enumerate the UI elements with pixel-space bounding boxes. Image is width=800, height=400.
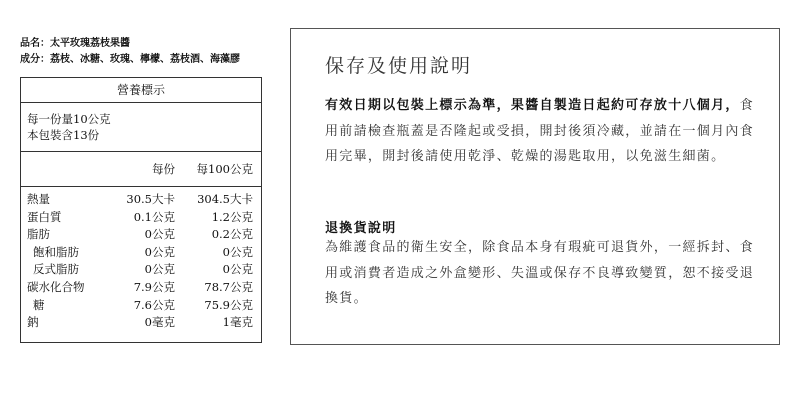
nutrition-title: 營養標示 [21, 78, 261, 103]
nutrition-row-protein [21, 209, 261, 227]
nutrient-per-serving: 0.1公克 [133, 209, 175, 224]
nutrient-name: 飽和脂肪 [33, 244, 79, 259]
return-heading: 退換貨說明 [325, 221, 397, 236]
nutrition-row-trans-fat [21, 261, 261, 279]
nutrient-name: 熱量 [27, 192, 50, 206]
col-per-100g: 每100公克 [196, 162, 253, 176]
nutrition-rows [21, 187, 261, 332]
nutrition-row-sugar [21, 297, 261, 315]
nutrient-name: 糖 [33, 297, 45, 312]
nutrient-per-serving: 7.9公克 [133, 279, 175, 294]
nutrient-name: 鈉 [27, 315, 39, 330]
nutrient-name: 蛋白質 [27, 209, 62, 224]
nutrition-row-fat [21, 226, 261, 244]
nutrient-per-serving: 7.6公克 [133, 297, 175, 312]
serving-size: 每一份量10公克 [27, 112, 111, 126]
product-ingredients: 成分：荔枝、冰糖、玫瑰、檸檬、荔枝酒、海藻膠 [20, 54, 240, 65]
nutrient-name: 脂肪 [27, 227, 50, 242]
nutrient-per-serving: 30.5大卡 [126, 192, 175, 206]
nutrition-row-carbohydrate [21, 279, 261, 297]
nutrition-column-header [21, 151, 261, 187]
usage-notes-panel [290, 28, 780, 345]
nutrition-row-sodium [21, 314, 261, 332]
nutrient-per-100g: 0公克 [222, 262, 253, 277]
nutrient-per-serving: 0毫克 [144, 315, 175, 330]
nutrition-facts-table [20, 77, 262, 343]
product-name: 品名：太平玫瑰荔枝果醬 [20, 38, 130, 49]
nutrient-per-100g: 1.2公克 [211, 209, 253, 224]
storage-bold-text: 有效日期以包裝上標示為準，果醬自製造日起約可存放十八個月， [325, 98, 740, 113]
nutrient-per-100g: 75.9公克 [204, 297, 253, 312]
nutrient-per-serving: 0公克 [144, 227, 175, 242]
storage-text: 食用前請檢查瓶蓋是否隆起或受損，開封後須冷藏，並請在一個月內食用完畢，開封後請使用乾淨、乾燥的湯匙取用，以免滋生細菌。 [325, 98, 755, 164]
nutrient-per-serving: 0公克 [144, 244, 175, 259]
nutrition-row-saturated-fat [21, 244, 261, 262]
nutrient-name: 碳水化合物 [27, 279, 85, 294]
serving-info [21, 103, 261, 151]
storage-paragraph [325, 93, 765, 170]
col-per-serving: 每份 [152, 162, 175, 176]
nutrient-name: 反式脂肪 [33, 262, 79, 277]
product-info [20, 36, 240, 68]
nutrition-row-calories [21, 191, 261, 209]
return-paragraph: 為維護食品的衛生安全，除食品本身有瑕疵可退貨外，一經拆封、食用或消費者造成之外盒變形、失溫或保存不良導致變質，恕不接受退換貨。 [325, 240, 755, 306]
nutrient-per-100g: 0.2公克 [211, 227, 253, 242]
nutrient-per-100g: 0公克 [222, 244, 253, 259]
nutrient-per-serving: 0公克 [144, 262, 175, 277]
servings-per-pack: 本包裝含13份 [27, 128, 100, 142]
nutrient-per-100g: 78.7公克 [204, 279, 253, 294]
nutrient-per-100g: 304.5大卡 [197, 192, 253, 206]
nutrient-per-100g: 1毫克 [222, 315, 253, 330]
usage-heading: 保存及使用說明 [325, 55, 473, 77]
